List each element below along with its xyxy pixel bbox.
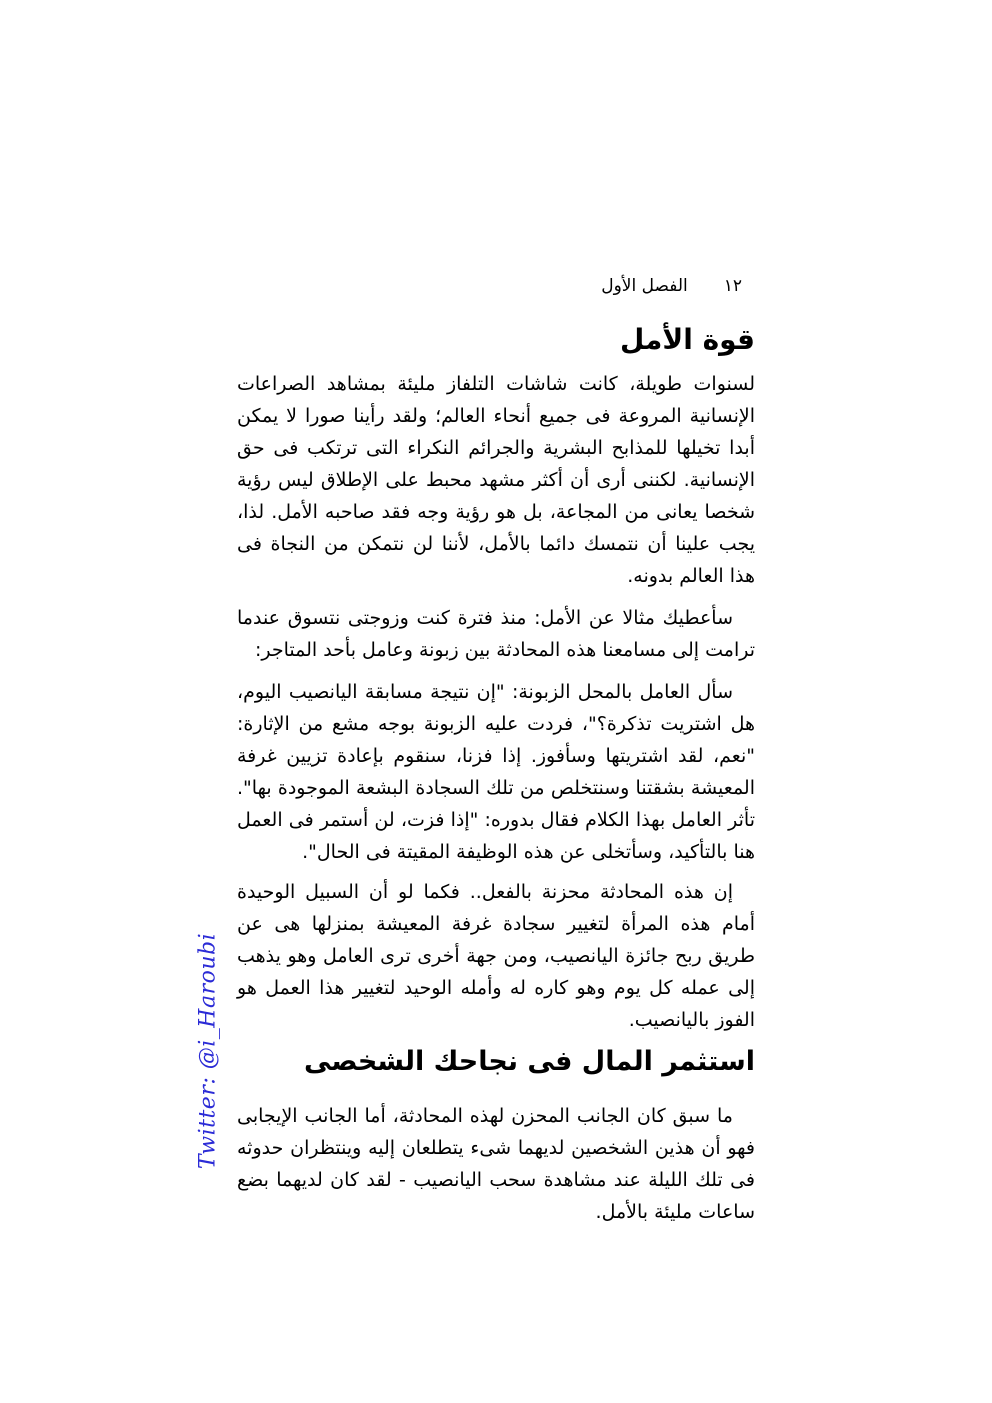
- paragraph-positive-side: ما سبق كان الجانب المحزن لهذه المحادثة، أما الجانب الإيجابى فهو أن هذين الشخصين لديهما شىء يتطلعان إليه وينتظران حدوثه فى تلك الليلة عند مشاهدة سحب اليانصيب - لقد كان لديهما بضع ساعات مليئة بالأمل.: [237, 1105, 755, 1223]
- page-number: ١٢: [723, 276, 742, 296]
- section-title-power-of-hope: قوة الأمل: [620, 323, 755, 356]
- paragraph-lottery-conversation: سأل العامل بالمحل الزبونة: "إن نتيجة مسابقة اليانصيب اليوم، هل اشتريت تذكرة؟"، فردت عليه الزبونة بوجه مشع من الإثارة: "نعم، لقد اشتريتها وسأفوز. إذا فزنا، سنقوم بإعادة تزيين غرفة المعيشة بشقتنا وسنتخلص من تلك السجادة البشعة الموجودة بها". تأثر العامل بهذا الكلام فقال بدوره: "إذا فزت، لن أستمر فى العمل هنا بالتأكيد، وسأتخلى عن هذه الوظيفة المقيتة فى الحال".: [237, 681, 755, 863]
- page-header: [601, 275, 742, 297]
- page-content: [237, 320, 755, 1228]
- paragraph-sad-conversation: إن هذه المحادثة محزنة بالفعل.. فكما لو أن السبيل الوحيدة أمام هذه المرأة لتغيير سجادة غرفة المعيشة بمنزلها هى عن طريق ربح جائزة اليانصيب، ومن جهة أخرى ترى العامل وهو يذهب إلى عمله كل يوم وهو كاره له وأمله الوحيد لتغيير هذا العمل هو الفوز باليانصيب.: [237, 881, 755, 1031]
- paragraph-intro-conflicts: لسنوات طويلة، كانت شاشات التلفاز مليئة بمشاهد الصراعات الإنسانية المروعة فى جميع أنحاء العالم؛ ولقد رأينا صورا لا يمكن أبدا تخيلها للمذابح البشرية والجرائم النكراء التى ترتكب فى حق الإنسانية. لكننى أرى أن أكثر مشهد محبط على الإطلاق ليس رؤية شخصا يعانى من المجاعة، بل هو رؤية وجه فقد صاحبه الأمل. لذا، يجب علينا أن نتمسك دائما بالأمل، لأننا لن نتمكن من النجاة فى هذا العالم بدونه.: [237, 373, 755, 587]
- twitter-credit-watermark: Twitter: @i_Haroubi: [195, 932, 221, 1170]
- paragraph-hope-example: سأعطيك مثالا عن الأمل: منذ فترة كنت وزوجتى نتسوق عندما ترامت إلى مسامعنا هذه المحادثة بين زبونة وعامل بأحد المتاجر:: [237, 607, 755, 661]
- chapter-label: الفصل الأول: [601, 276, 688, 296]
- section-title-invest-money: استثمر المال فى نجاحك الشخصى: [304, 1046, 755, 1077]
